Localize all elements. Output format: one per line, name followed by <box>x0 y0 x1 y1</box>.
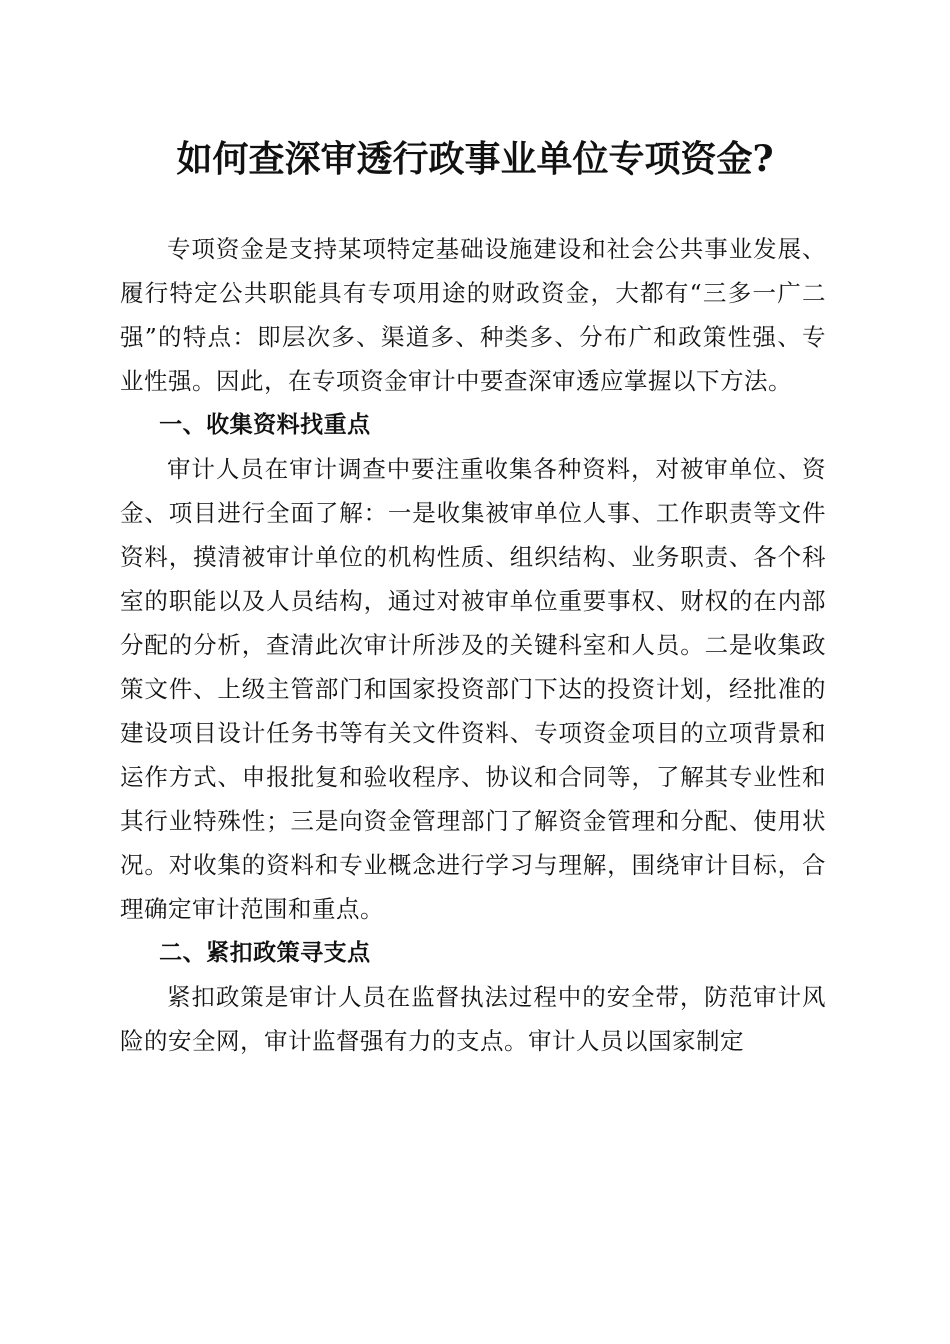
intro-paragraph: 专项资金是支持某项特定基础设施建设和社会公共事业发展、履行特定公共职能具有专项用途的财政资金，大都有“三多一广二强”的特点：即层次多、渠道多、种类多、分布广和政策性强、专业性强。因此，在专项资金审计中要查深审透应掌握以下方法。 <box>120 235 826 395</box>
document-body <box>120 227 826 1063</box>
section-paragraph-2: 紧扣政策是审计人员在监督执法过程中的安全带，防范审计风险的安全网，审计监督强有力的支点。审计人员以国家制定 <box>120 983 826 1055</box>
section-heading-1: 一、收集资料找重点 <box>159 412 371 438</box>
section-heading-2: 二、紧扣政策寻支点 <box>159 940 371 966</box>
document-title: 如何查深审透行政事业单位专项资金? <box>176 138 774 180</box>
section-paragraph-1: 审计人员在审计调查中要注重收集各种资料，对被审单位、资金、项目进行全面了解：一是收集被审单位人事、工作职责等文件资料，摸清被审计单位的机构性质、组织结构、业务职责、各个科室的职能以及人员结构，通过对被审单位重要事权、财权的在内部分配的分析，查清此次审计所涉及的关键科室和人员。二是收集政策文件、上级主管部门和国家投资部门下达的投资计划，经批准的建设项目设计任务书等有关文件资料、专项资金项目的立项背景和运作方式、申报批复和验收程序、协议和合同等，了解其专业性和其行业特殊性；三是向资金管理部门了解资金管理和分配、使用状况。对收集的资料和专业概念进行学习与理解，围绕审计目标，合理确定审计范围和重点。 <box>120 455 826 923</box>
